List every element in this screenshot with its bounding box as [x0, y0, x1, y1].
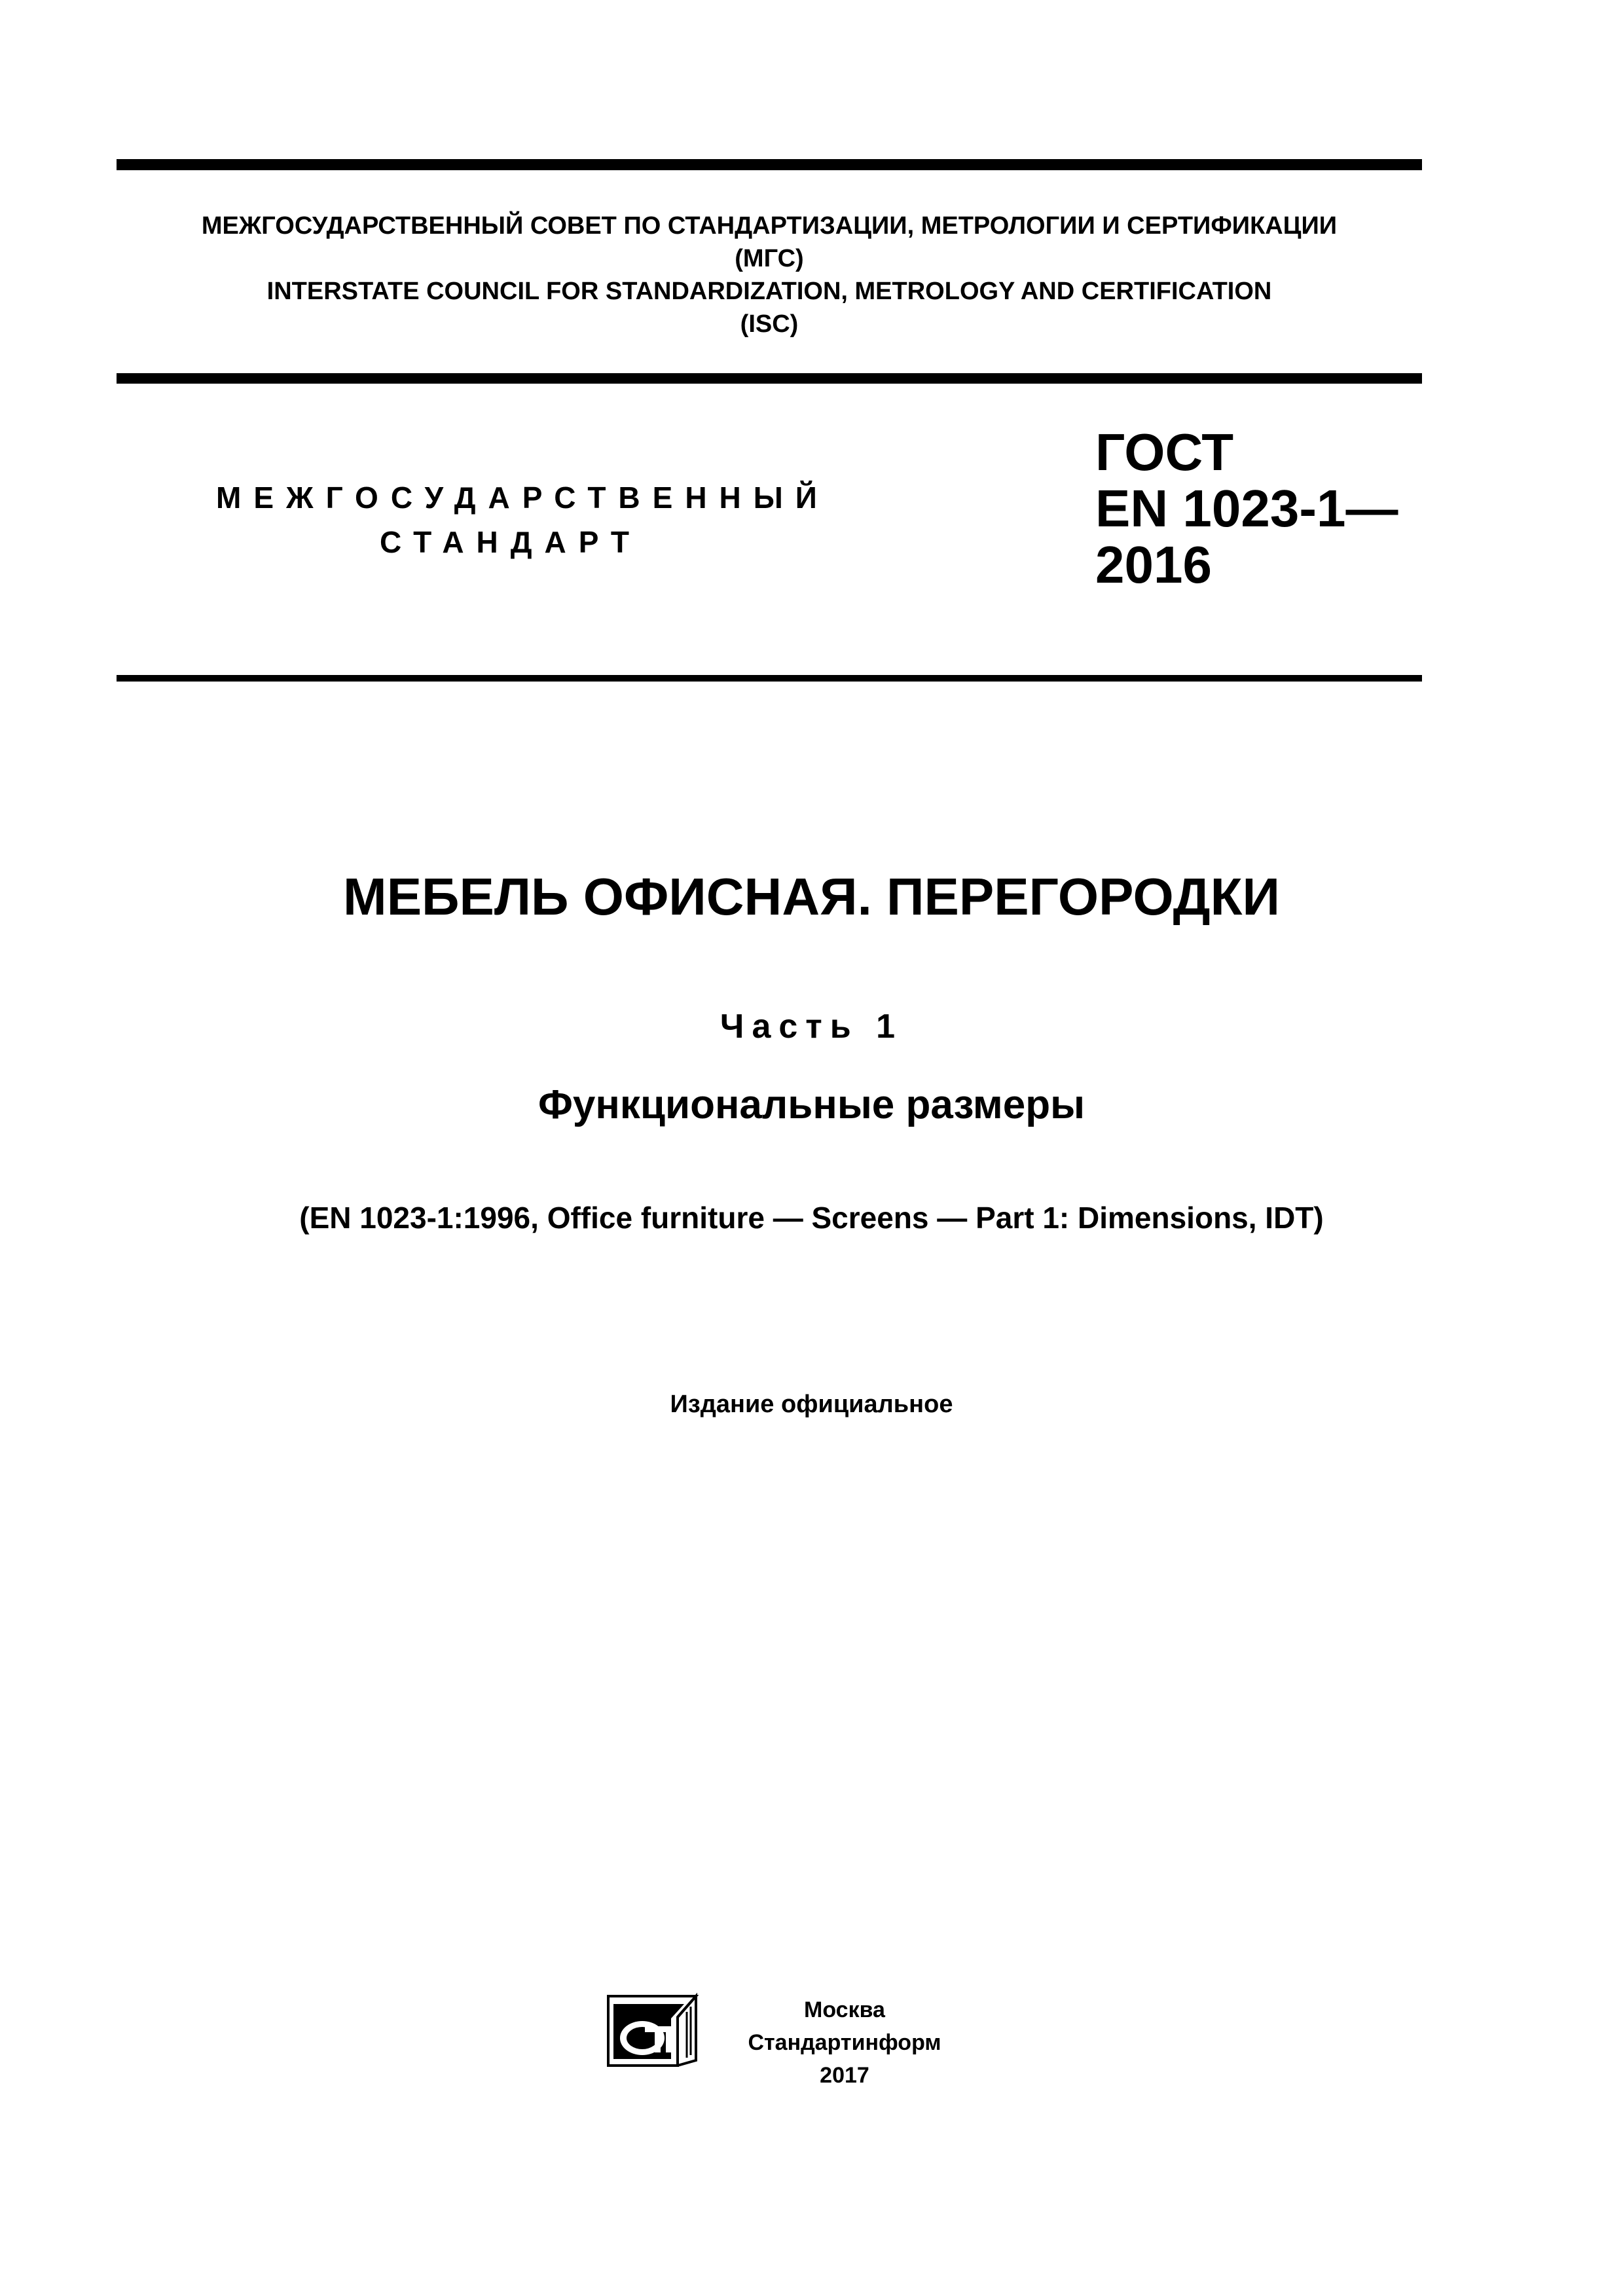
international-reference: (EN 1023-1:1996, Office furniture — Screens — Part 1: Dimensions, IDT): [299, 1201, 1324, 1235]
top-rule: [117, 159, 1422, 170]
publisher-city: Москва: [804, 1997, 885, 2022]
council-name-en: INTERSTATE COUNCIL FOR STANDARDIZATION, METROLOGY AND CERTIFICATION: [266, 278, 1272, 305]
document-part: Часть 1: [720, 1008, 903, 1046]
standartinform-logo-icon: [606, 1992, 704, 2069]
designation-line1: ГОСТ: [1095, 423, 1234, 481]
middle-rule: [117, 373, 1422, 384]
council-name-ru: МЕЖГОСУДАРСТВЕННЫЙ СОВЕТ ПО СТАНДАРТИЗАЦИИ, МЕТРОЛОГИИ И СЕРТИФИКАЦИИ: [201, 212, 1338, 240]
document-subtitle: Функциональные размеры: [538, 1082, 1085, 1127]
standard-type-line1: МЕЖГОСУДАРСТВЕННЫЙ: [216, 481, 830, 515]
council-abbr-en: (ISC): [740, 310, 799, 338]
council-header: [117, 210, 1422, 340]
standard-type: [216, 475, 830, 564]
designation-line2: EN 1023-1—: [1095, 479, 1398, 538]
designation-line3: 2016: [1095, 536, 1212, 594]
publisher-year: 2017: [820, 2063, 869, 2088]
lower-rule: [117, 675, 1422, 682]
standard-type-line2: СТАНДАРТ: [380, 525, 642, 559]
publisher-info: [727, 1994, 962, 2092]
publisher-name: Стандартинформ: [748, 2030, 941, 2055]
standard-designation: [1095, 424, 1398, 593]
council-abbr-ru: (МГС): [735, 245, 804, 272]
edition-label: Издание официальное: [670, 1391, 953, 1418]
document-title: МЕБЕЛЬ ОФИСНАЯ. ПЕРЕГОРОДКИ: [343, 867, 1280, 926]
